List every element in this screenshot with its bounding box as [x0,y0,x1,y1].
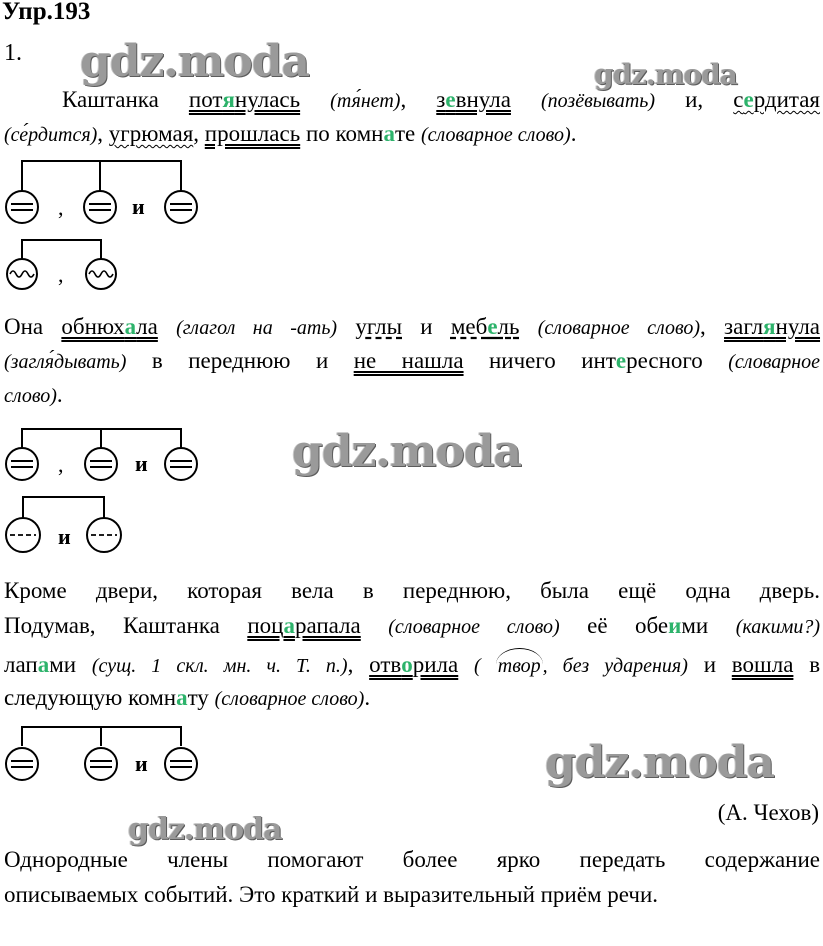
sentence-3-line-1: Кроме двери, которая вела в переднюю, была ещё одна дверь. [4,578,820,603]
sentence-2-line-2: (загля́дывать) в переднюю и не нашла ничего интересного (словарное [4,348,821,373]
scheme-objects [0,494,140,559]
scheme-predicates-2 [0,426,210,491]
watermark: gdz.moda [292,426,522,477]
sentence-3-line-4: следующую комнату (словарное слово). [4,685,371,710]
watermark: gdz.moda [128,812,282,847]
scheme-comma: , [58,262,64,287]
scheme-and: и [135,451,148,476]
scheme-definitions [0,238,140,298]
scheme-and: и [58,524,71,549]
sentence-3-line-2: Подумав, Каштанка поцарапала (словарное слово) её обеими (какими?) [4,613,820,638]
sentence-3-line-3: лапами (сущ. 1 скл. мн. ч. Т. п.), отворила ( твор , без ударения) и вошла в [4,648,820,681]
sentence-2-line-3: слово). [4,382,63,407]
watermark: gdz.moda [545,737,775,788]
exercise-title: Упр.193 [2,0,91,25]
sentence-1-line-2: (се́рдится), угрюмая, прошлась по комнате (словарное слово). [4,121,577,146]
root-mark: твор [496,648,543,681]
conclusion-line-1: Однородные члены помогают более ярко передать содержание [4,847,820,872]
scheme-and: и [132,194,145,219]
scheme-comma: , [58,195,64,220]
scheme-predicates-3 [0,724,210,789]
sentence-2-line-1: Она обнюхала (глагол на -ать) углы и мебель (словарное слово), заглянула [4,314,821,339]
watermark: gdz.moda [80,36,310,87]
scheme-and: и [135,751,148,776]
sentence-1-line-1: Каштанка потянулась (тя́нет), зевнула (позёвывать) и, сердитая [62,87,821,112]
author-attribution: (А. Чехов) [717,800,819,825]
watermark: gdz.moda [594,58,737,91]
item-number: 1. [4,40,22,66]
conclusion-line-2: описываемых событий. Это краткий и выразительный приём речи. [4,882,659,907]
scheme-comma: , [58,452,64,477]
scheme-predicates [0,158,210,228]
